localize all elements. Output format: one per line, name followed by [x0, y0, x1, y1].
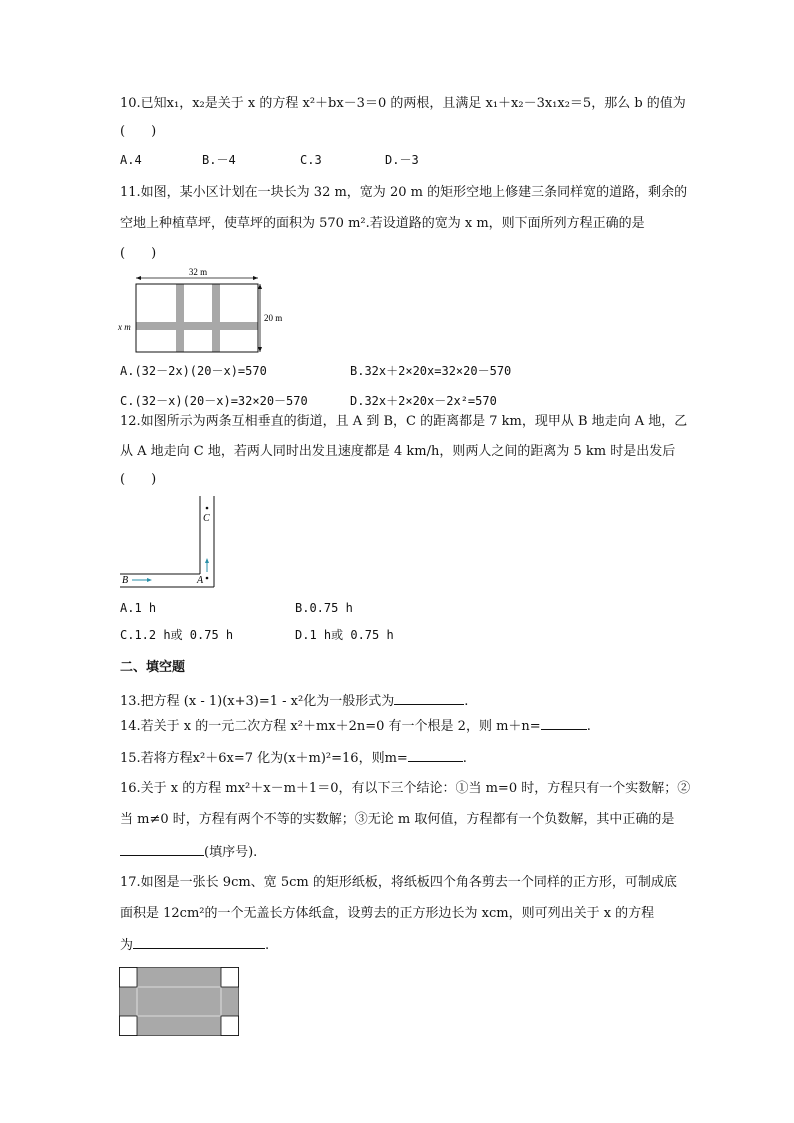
q12-stem-line1: 12.如图所示为两条互相垂直的街道，且 A 到 B，C 的距离都是 7 km，现甲从 B 地走向 A 地，乙 — [120, 414, 688, 429]
q17-prefix: 为 — [120, 938, 134, 953]
q16-stem-line1: 16.关于 x 的方程 mx²＋x－m＋1＝0，有以下三个结论：①当 m=0 时，方程只有一个实数解；② — [120, 781, 691, 796]
point-c-dot — [206, 507, 209, 510]
q15-answer-blank[interactable] — [408, 749, 463, 762]
vertical-road-1 — [176, 284, 184, 352]
point-b-label: B — [122, 575, 129, 586]
point-c-label: C — [203, 513, 210, 524]
q10-stem-line1: 10.已知x₁，x₂是关于 x 的方程 x²＋bx－3＝0 的两根，且满足 x₁＋x₂－3x₁x₂＝5，那么 b 的值为 — [120, 96, 686, 111]
corner-square-top-right — [221, 968, 239, 988]
q11-option-c: C.(32－x)(20－x)=32×20－570 — [120, 394, 308, 408]
q14-line — [120, 717, 591, 735]
q12-option-a: A.1 h — [120, 601, 157, 615]
q13-line — [120, 692, 468, 710]
horizontal-road — [136, 322, 258, 330]
vertical-road-2 — [212, 284, 220, 352]
point-a-dot — [206, 577, 209, 580]
cardboard-figure — [119, 967, 241, 1037]
q12-stem-line2: 从 A 地走向 C 地，若两人同时出发且速度都是 4 km/h，则两人之间的距离为 5 km 时是出发后 — [120, 444, 676, 459]
corner-square-bottom-left — [120, 1016, 138, 1036]
point-a-label: A — [197, 575, 204, 586]
top-arrow-left — [136, 276, 141, 280]
q13-answer-blank[interactable] — [394, 692, 464, 705]
q16-stem-line2: 当 m≠0 时，方程有两个不等的实数解；③无论 m 取何值，方程都有一个负数解，其中正确的是 — [120, 812, 675, 827]
q12-answer-paren: ( ) — [120, 472, 157, 487]
q11-option-d: D.32x＋2×20x－2x²=570 — [350, 394, 497, 408]
q10-option-c: C.3 — [300, 153, 322, 167]
right-dimension-label: 20 m — [264, 313, 283, 323]
field-rectangle — [136, 284, 258, 352]
right-arrow-top — [258, 284, 262, 289]
q17-period: . — [265, 938, 270, 953]
q16-line3 — [120, 843, 257, 861]
q11-stem-line2: 空地上种植草坪，使草坪的面积为 570 m².若设道路的宽为 x m，则下面所列方程正确的是 — [120, 216, 645, 231]
top-arrow-right — [253, 276, 258, 280]
q10-option-a: A.4 — [120, 153, 142, 167]
road-layout-figure — [112, 264, 292, 360]
road-width-label: x m — [118, 322, 131, 332]
section-title: 二、填空题 — [120, 660, 186, 675]
arrow-a-head — [205, 558, 209, 563]
q15-line — [120, 749, 467, 767]
q17-line3 — [120, 936, 269, 954]
q10-option-b: B.－4 — [202, 153, 236, 167]
q10-option-d: D.－3 — [385, 153, 419, 167]
q17-stem-line1: 17.如图是一张长 9cm、宽 5cm 的矩形纸板，将纸板四个角各剪去一个同样的正方形，可制成底 — [120, 875, 677, 890]
q14-text: 14.若关于 x 的一元二次方程 x²＋mx＋2n=0 有一个根是 2，则 m＋n= — [120, 719, 541, 734]
q14-period: . — [586, 719, 591, 734]
q15-text: 15.若将方程x²＋6x=7 化为(x＋m)²=16，则m= — [120, 751, 408, 766]
corner-square-bottom-right — [221, 1016, 239, 1036]
q11-answer-paren: ( ) — [120, 246, 157, 261]
q15-period: . — [462, 751, 467, 766]
corner-square-top-left — [120, 968, 138, 988]
q11-option-b: B.32x＋2×20x=32×20－570 — [350, 364, 512, 378]
q13-text: 13.把方程 (x - 1)(x+3)=1 - x²化为一般形式为 — [120, 694, 395, 709]
q12-option-c: C.1.2 h或 0.75 h — [120, 628, 234, 642]
q12-option-d: D.1 h或 0.75 h — [295, 628, 394, 642]
q11-option-a: A.(32－2x)(20－x)=570 — [120, 364, 267, 378]
right-arrow-bottom — [258, 347, 262, 352]
streets-figure — [118, 494, 222, 590]
q14-answer-blank[interactable] — [541, 717, 587, 730]
q16-fill-hint: (填序号). — [204, 845, 258, 860]
q11-stem-line1: 11.如图，某小区计划在一块长为 32 m，宽为 20 m 的矩形空地上修建三条同样宽的道路，剩余的 — [120, 185, 688, 200]
top-dimension-label: 32 m — [188, 267, 208, 277]
q12-option-b: B.0.75 h — [295, 601, 353, 615]
q17-answer-blank[interactable] — [133, 936, 265, 949]
q17-stem-line2: 面积是 12cm²的一个无盖长方体纸盒，设剪去的正方形边长为 xcm，则可列出关于 x 的方程 — [120, 906, 655, 921]
q13-period: . — [464, 694, 469, 709]
arrow-b-head — [147, 578, 152, 582]
q10-answer-paren: ( ) — [120, 124, 157, 139]
q16-answer-blank[interactable] — [120, 843, 204, 856]
